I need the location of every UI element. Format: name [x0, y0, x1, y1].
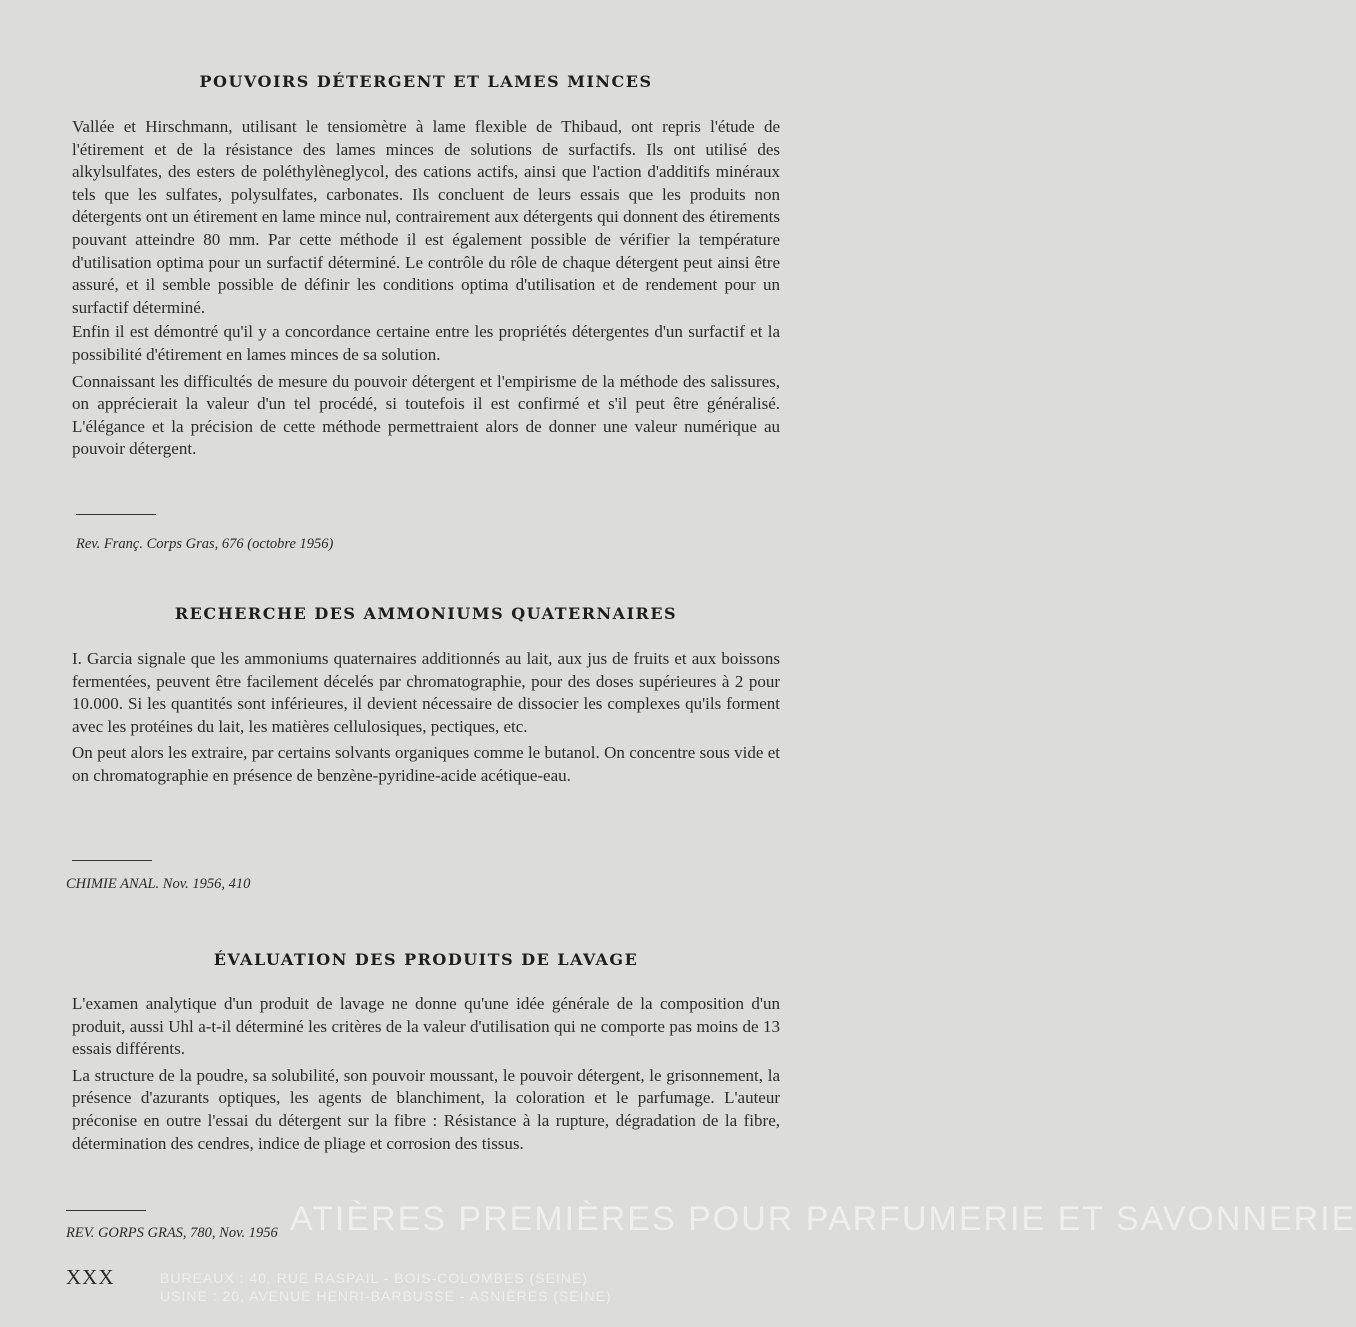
- article-title: POUVOIRS DÉTERGENT ET LAMES MINCES: [199, 72, 653, 91]
- paragraph: On peut alors les extraire, par certains solvants organiques comme le butanol. On concentre sous vide et on chromatographie en présence de benzène-pyridine-acide acétique-eau.: [72, 743, 780, 785]
- reference: CHIMIE ANAL. Nov. 1956, 410: [66, 876, 251, 892]
- paragraph: Vallée et Hirschmann, utilisant le tensiomètre à lame flexible de Thibaud, ont repris l'étude de l'étirement et de la résistance des lames minces de solutions de surfactifs. Ils ont utilisé des alkylsulfates, des esters de poléthylèneglycol, des cations actifs, ainsi que l'action d'additifs minéraux tels que les sulfates, polysulfates, carbonates. Ils concluent de leurs essais que les produits non détergents ont un étirement en lame mince nul, contrairement aux détergents qui donnent des étirements pouvant atteindre 80 mm. Par cette méthode il est également possible de vérifier la température d'utilisation optima pour un surfactif déterminé. Le contrôle du rôle de chaque détergent peut ainsi être assuré, et il semble possible de définir les conditions optima d'utilisation et de rendement pour un surfactif déterminé.: [72, 117, 780, 317]
- article-body: [72, 993, 780, 1155]
- paragraph: Connaissant les difficultés de mesure du pouvoir détergent et l'empirisme de la méthode des salissures, on apprécierait la valeur d'un tel procédé, si toutefois il est confirmé et s'il peut être généralisé. L'élégance et la précision de cette méthode permettraient alors de donner une valeur numérique au pouvoir détergent.: [72, 371, 780, 459]
- paragraph: I. Garcia signale que les ammoniums quaternaires additionnés au lait, aux jus de fruits et aux boissons fermentées, peuvent être facilement décelés par chromatographie, pour des doses supérieures à 2 pour 10.000. Si les quantités sont inférieures, il devient nécessaire de dissocier les complexes qu'ils forment avec les protéines du lait, les matières cellulosiques, pectiques, etc.: [72, 649, 780, 736]
- show-through-line-1: ATIÈRES PREMIÈRES POUR PARFUMERIE ET SAVONNERIE: [290, 1200, 1356, 1238]
- article-body: [72, 116, 780, 461]
- paragraph: Enfin il est démontré qu'il y a concordance certaine entre les propriétés détergentes d'un surfactif et la possibilité d'étirement en lames minces de sa solution.: [72, 322, 780, 364]
- separator-rule: [76, 514, 156, 515]
- show-through-line-3: USINE : 20, AVENUE HENRI-BARBUSSE - ASNIÈRES (SEINE): [160, 1288, 612, 1304]
- paragraph: L'examen analytique d'un produit de lavage ne donne qu'une idée générale de la composition d'un produit, aussi Uhl a-t-il déterminé les critères de la valeur d'utilisation qui ne comporte pas moins de 13 essais différents.: [72, 994, 780, 1059]
- separator-rule: [66, 1210, 146, 1211]
- page-number: XXX: [66, 1265, 115, 1289]
- article-body: [72, 648, 780, 788]
- separator-rule: [72, 860, 152, 861]
- reference: Rev. Franç. Corps Gras, 676 (octobre 1956): [76, 536, 334, 552]
- article-title: RECHERCHE DES AMMONIUMS QUATERNAIRES: [174, 604, 678, 623]
- article-title: ÉVALUATION DES PRODUITS DE LAVAGE: [213, 950, 639, 969]
- show-through-line-2: BUREAUX : 40, RUE RASPAIL - BOIS-COLOMBES (SEINE): [160, 1270, 588, 1286]
- paragraph: La structure de la poudre, sa solubilité, son pouvoir moussant, le pouvoir détergent, le grisonnement, la présence d'azurants optiques, les agents de blanchiment, la coloration et le parfumage. L'auteur préconise en outre l'essai du détergent sur la fibre : Résistance à la rupture, dégradation de la fibre, détermination des cendres, indice de pliage et corrosion des tissus.: [72, 1065, 780, 1153]
- reference: REV. GORPS GRAS, 780, Nov. 1956: [66, 1225, 278, 1241]
